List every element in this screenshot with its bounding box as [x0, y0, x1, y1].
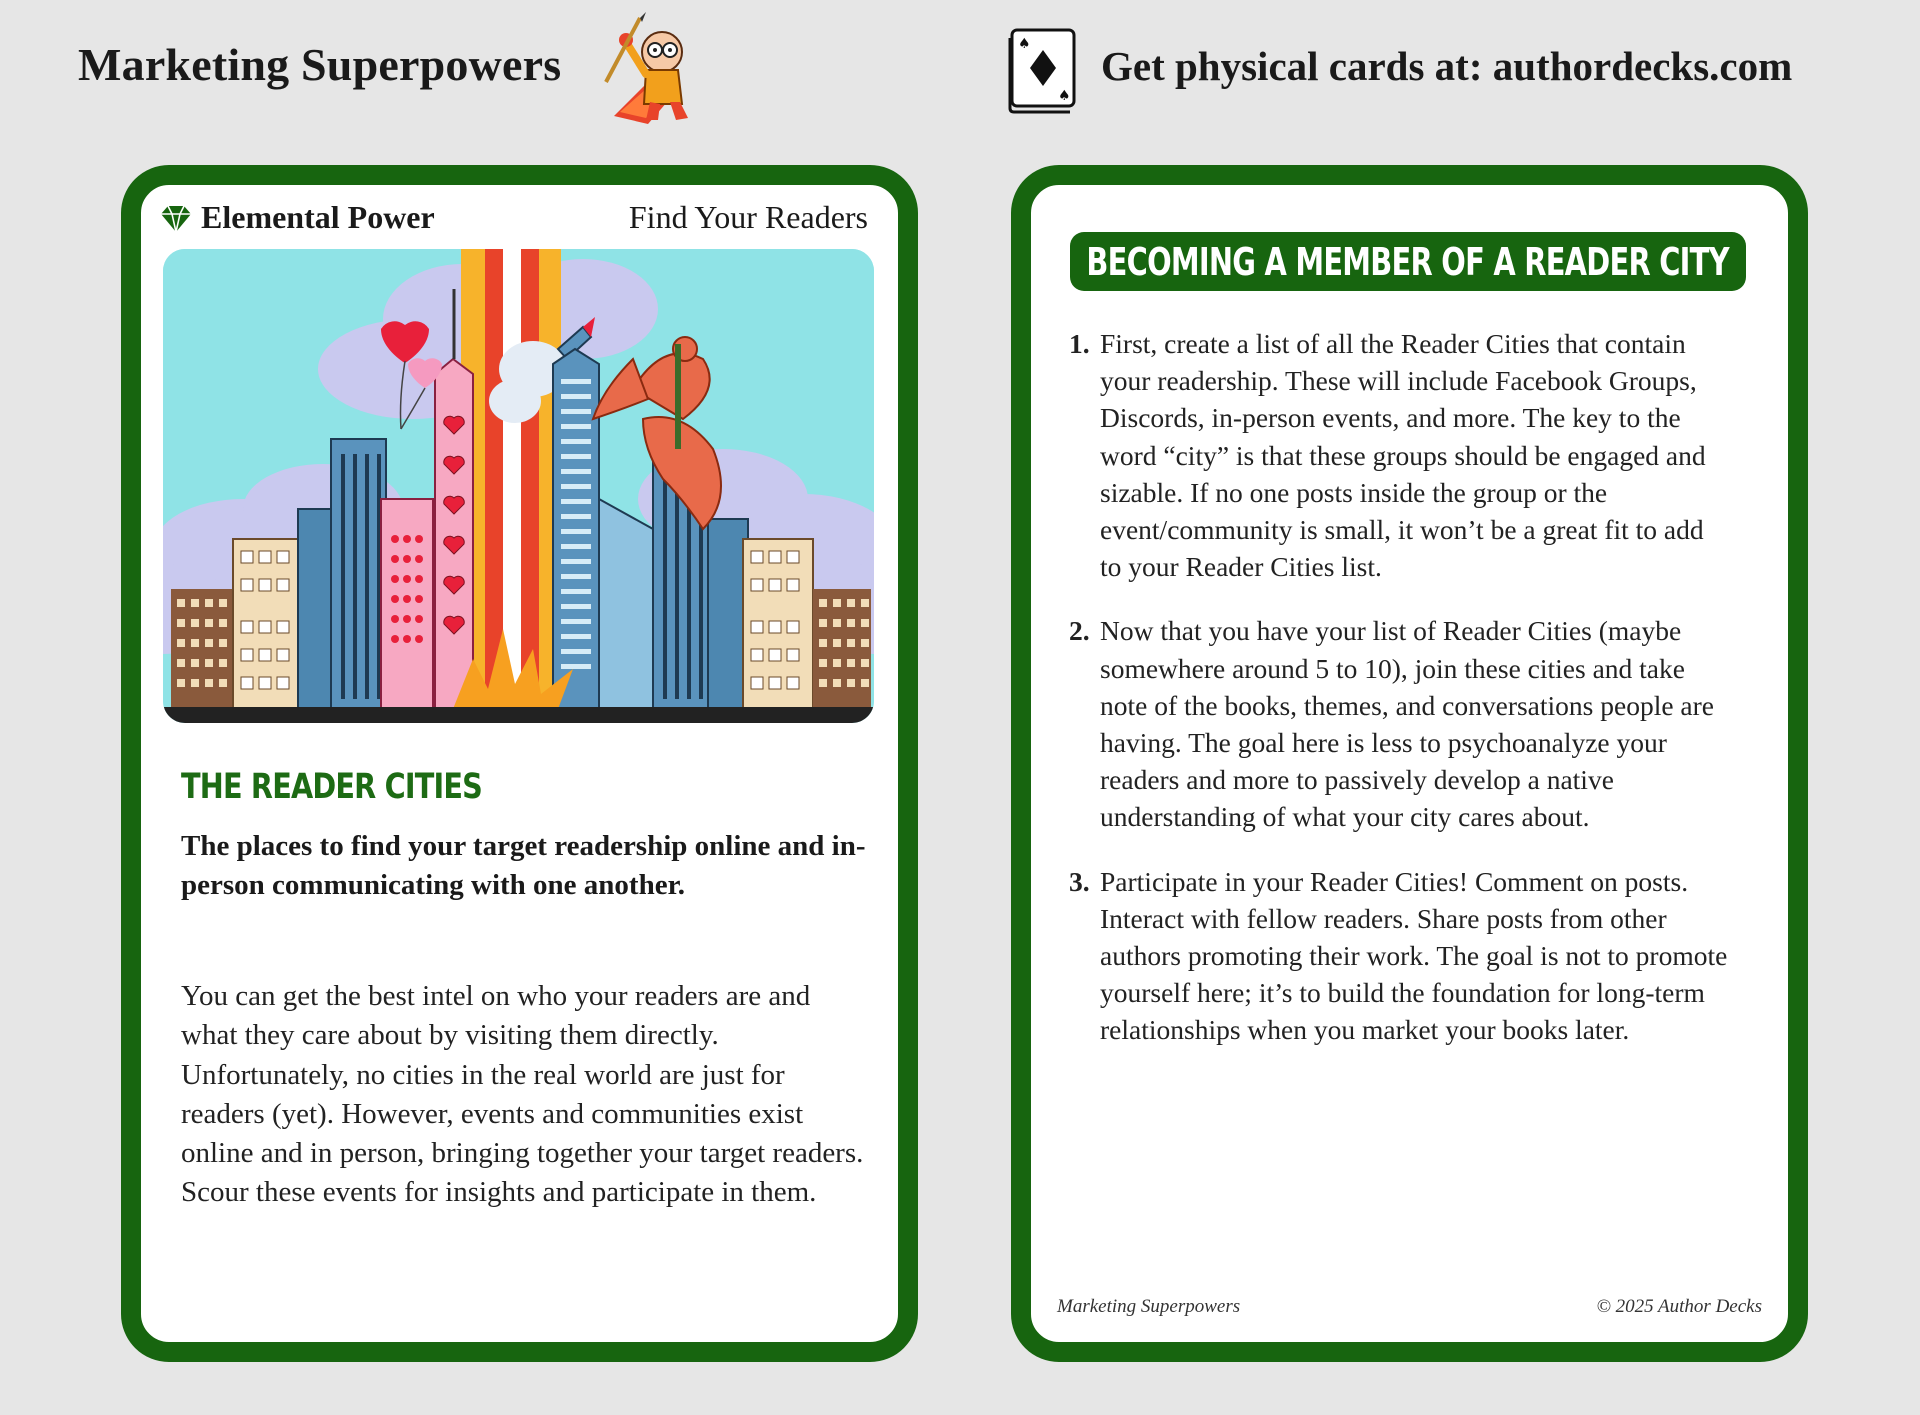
card-body: You can get the best intel on who your readers are and what they care about by visiting them directly. Unfortunately, no cities in the real world are just for readers (yet). However, events and communities exist online and in person, bringing together your target readers. Scour these events for insights and participate in them. — [181, 980, 864, 1209]
footer-series-name: Marketing Superpowers — [1057, 1296, 1241, 1317]
list-item — [1069, 612, 1729, 835]
banner-label: BECOMING A MEMBER OF A READER CITY — [1086, 239, 1730, 284]
front-card — [121, 165, 918, 1362]
steps-list — [1069, 325, 1729, 1049]
step-number: 3. — [1069, 865, 1090, 897]
svg-text:♠: ♠ — [1018, 36, 1031, 52]
step-text: Participate in your Reader Cities! Comment on posts. Interact with fellow readers. Share posts from other authors promoting their work. The goal is not to promote yourself here; it’s to build the foundation for long-term relationships when you market your books later. — [1100, 865, 1728, 1046]
step-number: 2. — [1069, 615, 1090, 647]
card-deck-icon — [1008, 28, 1080, 114]
card-category: Find Your Readers — [628, 199, 868, 235]
step-text: Now that you have your list of Reader Cities (maybe somewhere around 5 to 10), join these cities and take note of the books, themes, and conversations people are having. The goal here is less to psychoanalyze your readers and more to passively develop a native understanding of what your city cares about. — [1100, 615, 1714, 833]
list-item — [1069, 325, 1729, 585]
step-number: 1. — [1069, 328, 1090, 359]
card-header — [159, 199, 880, 243]
section-banner — [1070, 232, 1746, 291]
list-item — [1069, 863, 1729, 1049]
card-title: THE READER CITIES — [181, 767, 482, 807]
physical-cards-link[interactable]: Get physical cards at: authordecks.com — [1101, 43, 1793, 89]
superhero-mascot-icon — [596, 12, 706, 127]
gem-icon — [159, 205, 193, 233]
svg-text:♠: ♠ — [1058, 88, 1071, 104]
footer-copyright: © 2025 Author Decks — [1596, 1296, 1762, 1317]
card-subtitle: The places to find your target readership online and in-person communicating with one another. — [181, 830, 866, 901]
reader-cities-illustration — [163, 249, 874, 723]
back-card — [1011, 165, 1808, 1362]
power-name: Elemental Power — [201, 199, 435, 235]
step-text: First, create a list of all the Reader Cities that contain your readership. These will include Facebook Groups, Discords, in-person events, and more. The key to the word “city” is that these groups should be engaged and sizable. If no one posts inside the group or the event/community is small, it won’t be a great fit to add to your Reader Cities list. — [1100, 328, 1706, 583]
page-title: Marketing Superpowers — [78, 39, 562, 90]
